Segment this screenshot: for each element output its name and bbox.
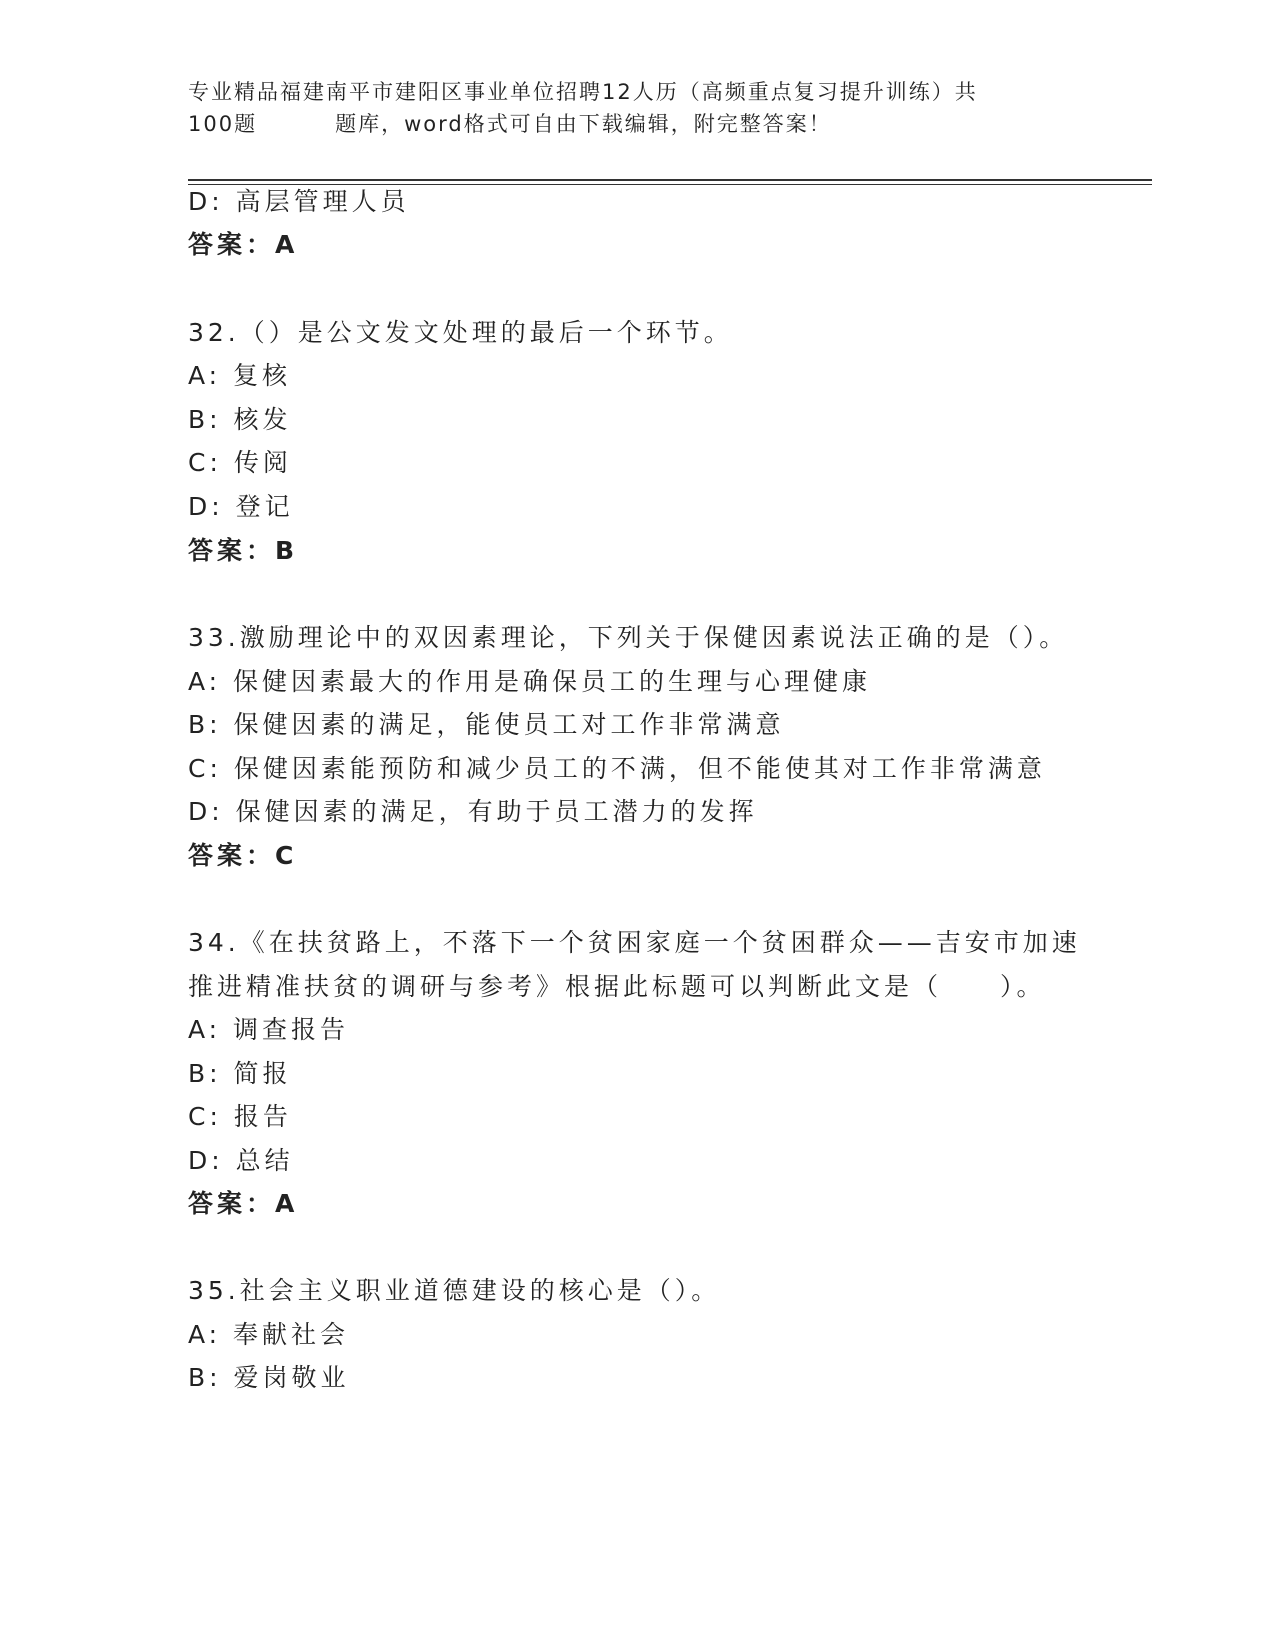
option-line: C: 保健因素能预防和减少员工的不满，但不能使其对工作非常满意 bbox=[188, 754, 1046, 783]
option-line: C: 报告 bbox=[188, 1102, 292, 1131]
header-title-count: 100题 bbox=[188, 112, 258, 136]
header-title-line2 bbox=[188, 108, 1068, 140]
option-line: A: 奉献社会 bbox=[188, 1320, 350, 1349]
question-34-line2: 推进精准扶贫的调研与参考》根据此标题可以判断此文是（ ）。 bbox=[188, 972, 1046, 1001]
document-header bbox=[188, 76, 1068, 140]
option-line: A: 保健因素最大的作用是确保员工的生理与心理健康 bbox=[188, 667, 872, 696]
option-line: A: 复核 bbox=[188, 361, 292, 390]
option-line: D: 总结 bbox=[188, 1146, 294, 1175]
question-32: 32.（）是公文发文处理的最后一个环节。 bbox=[188, 318, 733, 347]
question-35: 35.社会主义职业道德建设的核心是（）。 bbox=[188, 1276, 721, 1305]
option-line: A: 调查报告 bbox=[188, 1015, 350, 1044]
option-line: B: 爱岗敬业 bbox=[188, 1363, 350, 1392]
option-line: D: 高层管理人员 bbox=[188, 187, 410, 216]
answer-line: 答案：B bbox=[188, 536, 299, 565]
answer-line: 答案：A bbox=[188, 1189, 299, 1218]
header-rule-thin bbox=[188, 184, 1152, 185]
header-rule-thick bbox=[188, 179, 1152, 181]
option-line: D: 登记 bbox=[188, 492, 294, 521]
option-line: D: 保健因素的满足，有助于员工潜力的发挥 bbox=[188, 797, 758, 826]
answer-line: 答案：A bbox=[188, 230, 299, 259]
option-line: B: 核发 bbox=[188, 405, 292, 434]
header-title-rest: 题库，word格式可自由下载编辑，附完整答案！ bbox=[335, 112, 832, 136]
question-34-line1: 34.《在扶贫路上，不落下一个贫困家庭一个贫困群众——吉安市加速 bbox=[188, 928, 1081, 957]
option-line: B: 简报 bbox=[188, 1059, 292, 1088]
header-title-line1: 专业精品福建南平市建阳区事业单位招聘12人历（高频重点复习提升训练）共 bbox=[188, 80, 978, 104]
question-33: 33.激励理论中的双因素理论，下列关于保健因素说法正确的是（）。 bbox=[188, 623, 1069, 652]
option-line: B: 保健因素的满足，能使员工对工作非常满意 bbox=[188, 710, 785, 739]
answer-line: 答案：C bbox=[188, 841, 298, 870]
option-line: C: 传阅 bbox=[188, 448, 292, 477]
